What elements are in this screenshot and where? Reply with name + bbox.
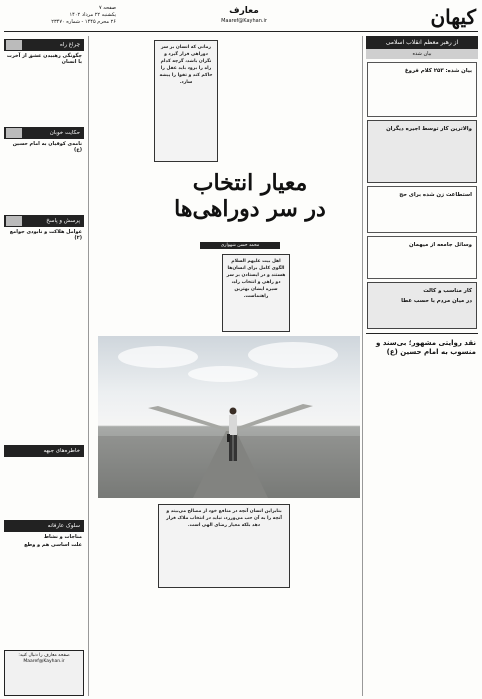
headline-line-1: معیار انتخاب	[192, 170, 308, 196]
page-number: صفحه ۷	[99, 5, 116, 11]
article-title: مناجات و نشاط	[43, 534, 82, 540]
article-body	[370, 250, 474, 276]
article-body	[4, 549, 84, 579]
issue-date: یکشنبه ۲۲ مرداد ۱۴۰۲	[69, 12, 116, 18]
section-label	[4, 215, 84, 227]
section-label	[4, 127, 84, 139]
article-body	[370, 76, 474, 114]
article-title: عوامل هلاکت و نابودی جوامع (۲)	[9, 229, 82, 241]
headline	[150, 170, 350, 240]
article-body	[94, 36, 150, 332]
article-body	[4, 66, 84, 124]
section-label	[4, 520, 84, 532]
left-column	[4, 36, 84, 696]
section-label-text: حکایت خوبان	[49, 130, 80, 136]
section-thumbnail	[6, 216, 22, 226]
headline-line-2: در سر دوراهی‌ها	[174, 196, 326, 222]
article-body	[370, 200, 474, 230]
feature-article	[366, 333, 478, 658]
article-body	[222, 36, 290, 168]
article-body	[370, 134, 474, 180]
article-body	[294, 502, 360, 696]
pull-quote: بنابراین انسان آنچه در منافع خود از مصالح می‌بیند و آنچه را به آن حب می‌ورزد، نباید در انتخاب ملاک قرار دهد بلکه معیار رضای الهی است.	[158, 504, 290, 588]
article-title: نامه‌ی کوفیان به امام حسین (ع)	[12, 141, 82, 153]
section-email: Maaref@Kayhan.ir	[221, 18, 267, 24]
article-body	[154, 252, 218, 334]
article-body	[294, 36, 360, 168]
article-title: کار مناسب و کالت	[423, 288, 472, 294]
masthead	[4, 4, 478, 32]
column-divider	[362, 36, 363, 696]
section-thumbnail	[6, 128, 22, 138]
article-body	[366, 358, 478, 658]
newspaper-logo: کیهان	[430, 5, 476, 29]
quote-box	[367, 186, 477, 233]
article-body	[158, 592, 222, 696]
section-label-text: پرسش و پاسخ	[46, 218, 80, 224]
feature-title: نقد روایتی مشهور؛ بی‌سند و منسوب به امام حسین (ع)	[376, 339, 476, 356]
man-figure	[226, 406, 240, 466]
article-body	[294, 252, 360, 334]
article-body	[370, 306, 474, 326]
article-title: چگونگی رهبیدن عشق از آخرت با انسان	[6, 53, 82, 65]
pull-quote: زمانی که انسان بر سر دوراهی قرار گیرد و نگران باشد، گرچه کدام راه را برود باید عقل را حاکم کند و تقوا را پیشه سازد.	[154, 40, 218, 162]
article-body	[94, 502, 154, 696]
article-body	[226, 592, 290, 696]
article-photo-crossroads	[98, 336, 360, 498]
section-label-text: سلوک عارفانه	[47, 523, 80, 529]
section-thumbnail	[6, 40, 22, 50]
right-column-subheader: بیان شده	[366, 49, 478, 59]
article-body	[4, 457, 84, 517]
section-label-text: خاطره‌های جبهه	[43, 448, 80, 454]
article-title: استطاعت زن شده برای حج	[399, 192, 472, 198]
section-label-text: چراغ راه	[59, 42, 80, 48]
right-column-header: از رهبر معظم انقلاب اسلامی	[366, 36, 478, 49]
quote-box	[367, 120, 477, 183]
column-divider	[88, 36, 89, 696]
article-title: والاترین کار توسط اجیره دیگران	[386, 126, 472, 132]
byline: محمد حسن شهواری	[200, 242, 280, 249]
section-title: معارف	[229, 6, 259, 16]
article-title: وسائل جامعه از میهمان	[409, 242, 472, 248]
right-column	[366, 36, 478, 696]
section-label	[4, 445, 84, 457]
article-subtitle: علت اساسی هم و وطع	[24, 542, 82, 548]
pull-quote: اهل بیت علیهم السلام الگوی کامل برای انسان‌ها هستند و در ایستادن بر سر دو راهی و انتخاب راه، سیره ایشان بهترین راهنماست.	[222, 254, 290, 332]
quote-box	[367, 282, 477, 329]
article-title: در میان مردم با حسب عطا	[401, 298, 472, 304]
article-body	[4, 242, 84, 442]
section-label	[4, 39, 84, 51]
quote-box	[367, 236, 477, 279]
article-title: بیان شده: ۲۵۳ کلام فروغ	[404, 68, 472, 74]
article-body	[4, 154, 84, 212]
quote-box	[367, 62, 477, 117]
section-footer: صفحه معارف را دنبال کنید: Maaref@Kayhan.ir	[4, 650, 84, 696]
issue-number: ۲۶ محرم ۱۴۴۵ - شماره ۲۳۴۷۰	[51, 19, 116, 25]
